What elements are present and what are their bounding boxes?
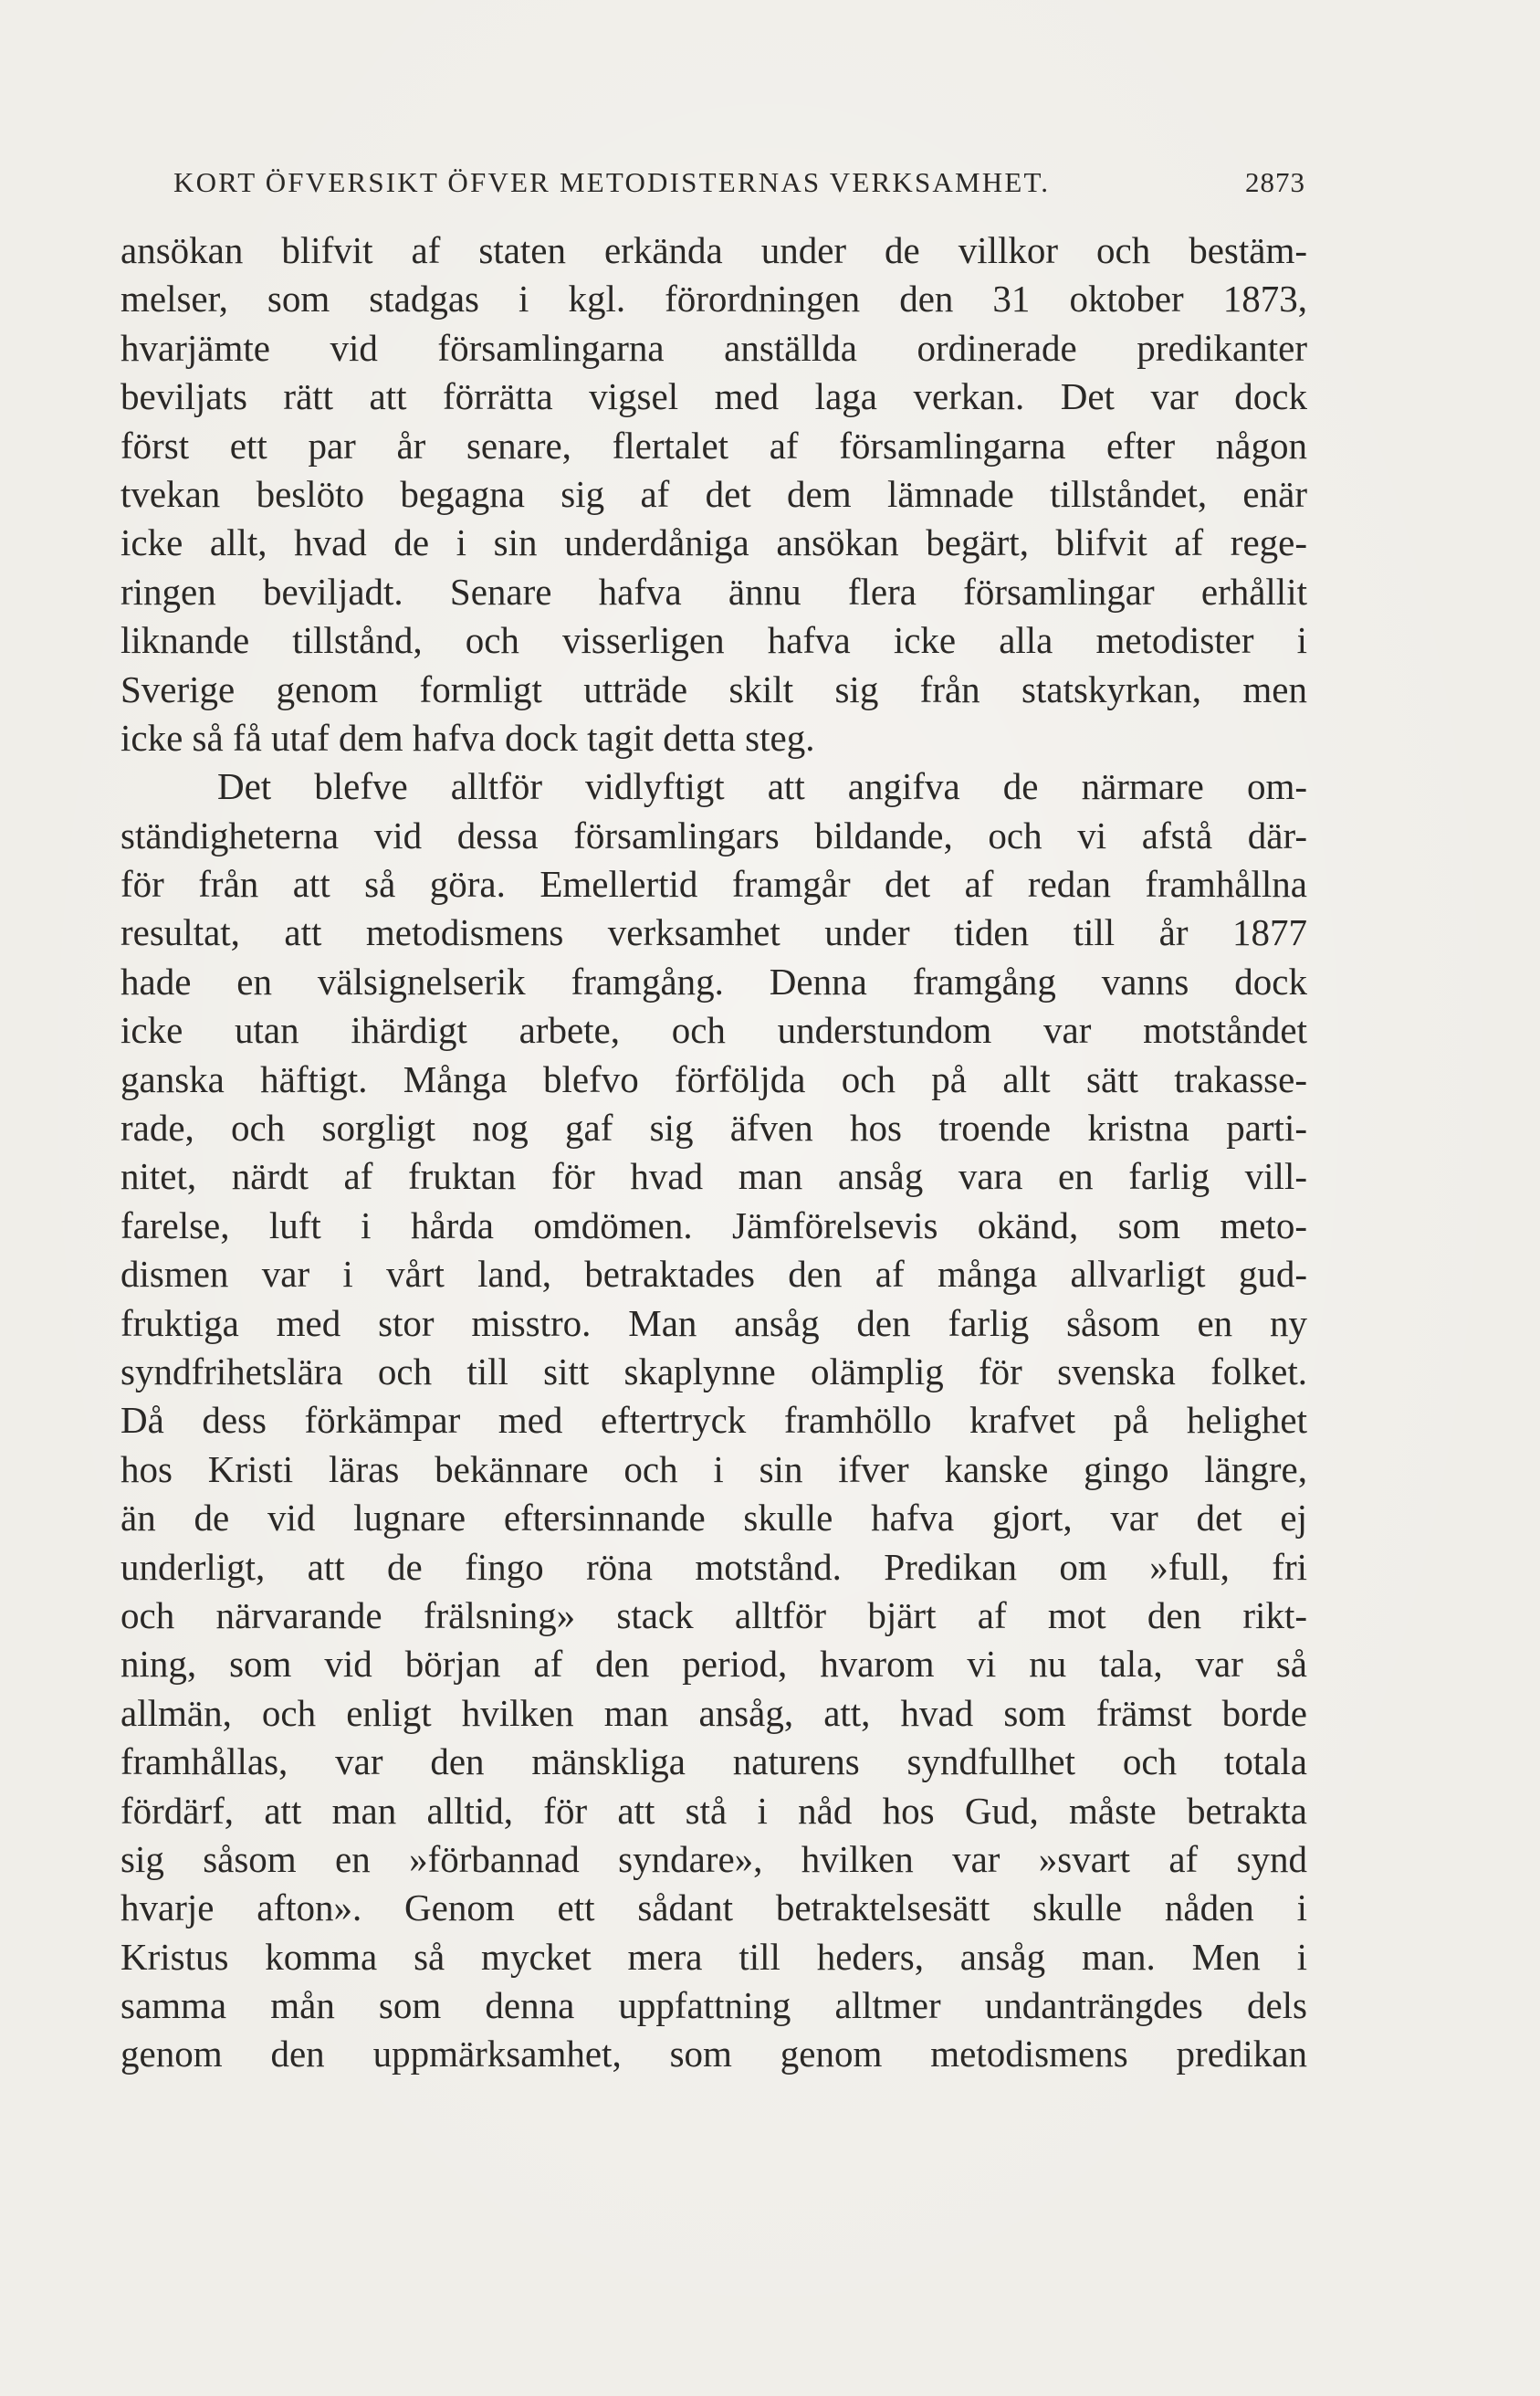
text-line: hvarje afton». Genom ett sådant betraktelsesätt skulle nåden i [120,1886,1307,1929]
text-line: fördärf, att man alltid, för att stå i nåd hos Gud, måste betrakta [120,1789,1307,1832]
text-line: ganska häftigt. Många blefvo förföljda och på allt sätt trakasse- [120,1057,1307,1100]
text-line: ringen beviljadt. Senare hafva ännu flera församlingar erhållit [120,570,1307,613]
text-line: melser, som stadgas i kgl. förordningen den 31 oktober 1873, [120,278,1307,321]
body-text [120,226,1307,2079]
text-line: fruktiga med stor misstro. Man ansåg den farlig såsom en ny [120,1301,1307,1344]
text-line: underligt, att de fingo röna motstånd. Predikan om »full, fri [120,1545,1307,1588]
text-line: ning, som vid början af den period, hvarom vi nu tala, var så [120,1643,1307,1686]
page-number: 2873 [1245,166,1305,198]
text-line: för från att så göra. Emellertid framgår det af redan framhållna [120,863,1307,906]
text-line: och närvarande frälsning» stack alltför bjärt af mot den rikt- [120,1593,1307,1636]
paragraph-start-line: Det blefve alltför vidlyftigt att angifva de närmare om- [217,765,1307,808]
running-header [173,166,1305,212]
text-line: beviljats rätt att förrätta vigsel med laga verkan. Det var dock [120,375,1307,418]
text-line: först ett par år senare, flertalet af församlingarna efter någon [120,424,1307,467]
text-line: icke utan ihärdigt arbete, och understundom var motståndet [120,1009,1307,1052]
text-line: icke allt, hvad de i sin underdåniga ansökan begärt, blifvit af rege- [120,521,1307,564]
text-line: Sverige genom formligt utträde skilt sig från statskyrkan, men [120,667,1307,710]
text-line: framhållas, var den mänskliga naturens syndfullhet och totala [120,1740,1307,1783]
text-line: resultat, att metodismens verksamhet under tiden till år 1877 [120,911,1307,954]
text-line: dismen var i vårt land, betraktades den af många allvarligt gud- [120,1253,1307,1296]
text-line: tvekan beslöto begagna sig af det dem lämnade tillståndet, enär [120,472,1307,515]
text-line: sig såsom en »förbannad syndare», hvilken var »svart af synd [120,1837,1307,1880]
text-line: rade, och sorgligt nog gaf sig äfven hos troende kristna parti- [120,1107,1307,1150]
running-title: KORT ÖFVERSIKT ÖFVER METODISTERNAS VERKSAMHET. [173,166,1051,198]
text-line: syndfrihetslära och till sitt skaplynne olämplig för svenska folket. [120,1350,1307,1392]
text-line: än de vid lugnare eftersinnande skulle hafva gjort, var det ej [120,1497,1307,1540]
text-line: nitet, närdt af fruktan för hvad man ansåg vara en farlig vill- [120,1155,1307,1198]
text-line: genom den uppmärksamhet, som genom metodismens predikan [120,2033,1307,2075]
text-line: hvarjämte vid församlingarna anställda ordinerade predikanter [120,326,1307,369]
text-line: Kristus komma så mycket mera till heders, ansåg man. Men i [120,1935,1307,1978]
text-line: hos Kristi läras bekännare och i sin ifver kanske gingo längre, [120,1447,1307,1490]
text-line: icke så få utaf dem hafva dock tagit detta steg. [120,716,815,759]
text-line: Då dess förkämpar med eftertryck framhöllo krafvet på helighet [120,1399,1307,1442]
text-line: ansökan blifvit af staten erkända under de villkor och bestäm- [120,229,1307,271]
text-line: farelse, luft i hårda omdömen. Jämförelsevis okänd, som meto- [120,1203,1307,1246]
text-line: allmän, och enligt hvilken man ansåg, att, hvad som främst borde [120,1691,1307,1734]
text-line: hade en välsignelserik framgång. Denna framgång vanns dock [120,960,1307,1003]
text-line: samma mån som denna uppfattning alltmer undanträngdes dels [120,1984,1307,2027]
text-line: liknande tillstånd, och visserligen hafva icke alla metodister i [120,619,1307,662]
text-line: ständigheterna vid dessa församlingars bildande, och vi afstå där- [120,814,1307,856]
